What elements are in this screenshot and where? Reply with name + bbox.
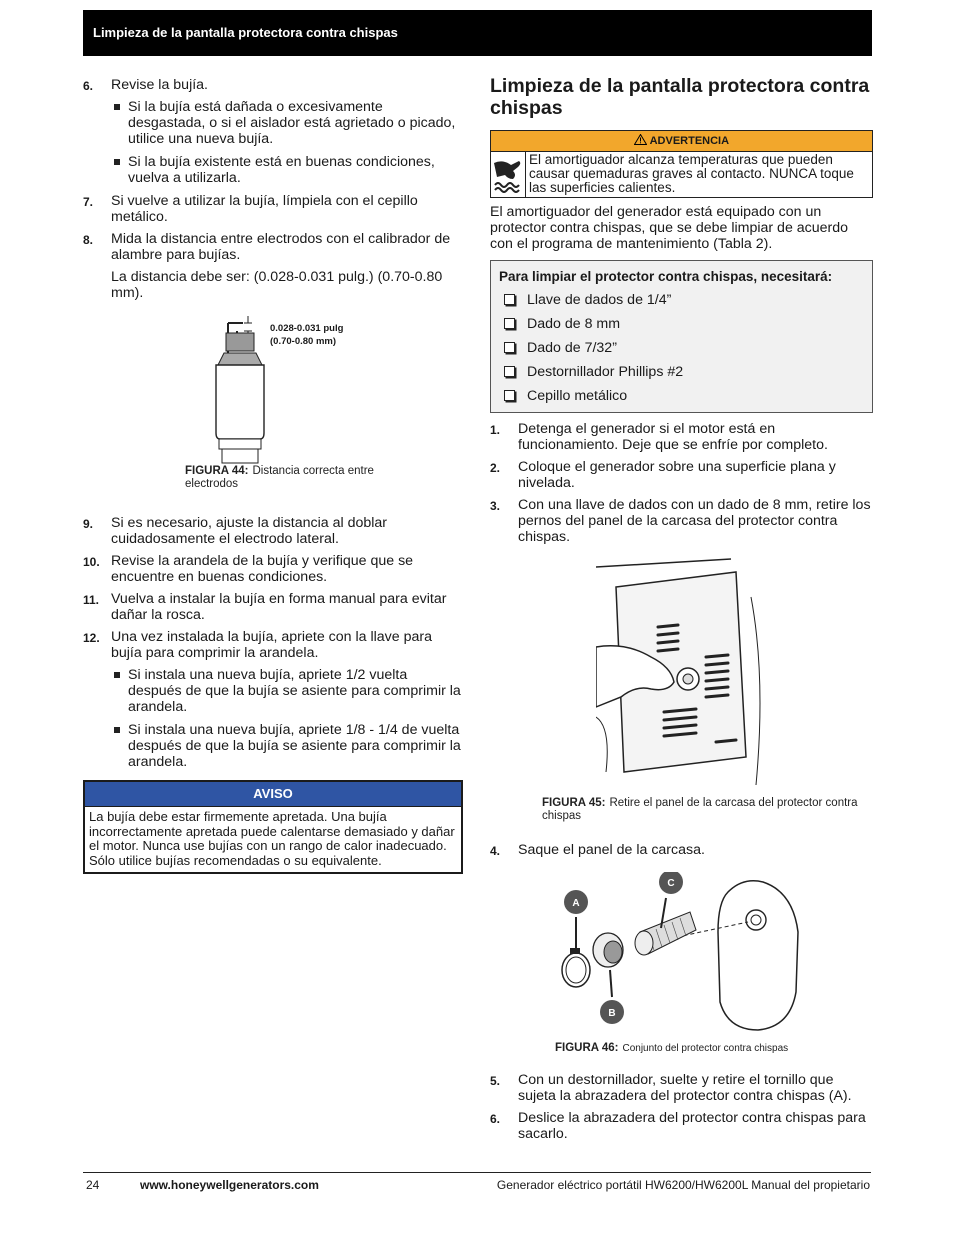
footer-divider [83,1172,871,1173]
checkbox-icon [504,318,515,329]
checkbox-icon [504,390,515,401]
step-text: Una vez instalada la bujía, apriete con la llave para bujía para comprimir la arandela. [111,629,432,661]
figure-45-caption [542,797,872,823]
bullet-item: Si instala una nueva bujía, apriete 1/8 - 1/4 de vuelta después de que la bujía se asiente para comprimir la arandela. [83,722,463,770]
step-text: Mida la distancia entre electrodos con el calibrador de alambre para bujías. [111,231,451,263]
caption-number: FIGURA 44: [185,465,249,477]
gap-label [270,322,343,348]
tool-item [499,316,864,340]
step-text: Revise la bujía. [111,77,208,93]
step-9 [83,515,463,547]
step-number: 12. [83,631,100,645]
step-number: 6. [490,1112,501,1126]
step-number: 2. [490,461,501,475]
caption-text: Conjunto del protector contra chispas [622,1043,789,1054]
step-text: Si es necesario, ajuste la distancia al doblar cuidadosamente el electrodo lateral. [111,515,388,547]
gap-note: La distancia debe ser: (0.028-0.031 pulg.) (0.70-0.80 mm). [111,269,443,301]
figure-44 [83,307,463,497]
step-6-right [490,1110,873,1142]
spark-arrestor-assembly-diagram [558,872,808,1037]
step-8 [83,231,463,263]
spark-arrestor-housing-photo [596,557,772,785]
tools-title: Para limpiar el protector contra chispas, necesitará: [499,269,833,284]
gap-label-line2: (0.70-0.80 mm) [270,336,337,347]
step-12 [83,629,463,661]
section-title: Limpieza de la pantalla protectora contra chispas [490,75,870,119]
page-number: 24 [86,1178,100,1192]
step-number: 11. [83,593,100,607]
bullet-item: Si la bujía está dañada o excesivamente desgastada, o si el aislador está agrietado o picado, utilice una nueva bujía. [83,99,463,147]
header-title: Limpieza de la pantalla protectora contra chispas [93,25,398,40]
checkbox-icon [504,366,515,377]
warning-body: El amortiguador alcanza temperaturas que pueden causar quemaduras graves al contacto. NUNCA toque las superficies calientes. [529,152,854,195]
step-4 [490,842,873,858]
checkbox-icon [504,342,515,353]
gap-label-line1: 0.028-0.031 pulg [270,323,344,334]
tool-item [499,340,864,364]
step-7 [83,193,463,225]
figure-46 [490,872,873,1072]
footer-manual-title: Generador eléctrico portátil HW6200/HW6200L Manual del propietario [496,1178,870,1192]
caption-number: FIGURA 46: [555,1042,619,1054]
step-3 [490,497,873,545]
tool-item [499,388,864,406]
step-2 [490,459,873,491]
bullet-item: Si la bujía existente está en buenas condiciones, vuelva a utilizarla. [83,154,463,186]
tool-label: Cepillo metálico [527,388,628,404]
tool-label: Dado de 8 mm [527,316,621,332]
step-6 [83,77,463,93]
intro-paragraph: El amortiguador del generador está equipado con un protector contra chispas, que se debe limpiar de acuerdo con el programa de mantenimiento (Tabla 2). [490,204,849,252]
step-text: Deslice la abrazadera del protector contra chispas para sacarlo. [518,1110,866,1142]
caption-text: Retire el panel de la carcasa del protector contra chispas [542,797,858,822]
step-text: Con un destornillador, suelte y retire el tornillo que sujeta la abrazadera del protector contra chispas (A). [518,1072,852,1104]
tool-item [499,292,864,316]
notice-box [83,780,463,874]
step-number: 9. [83,517,94,531]
warning-title-text: ADVERTENCIA [649,135,730,147]
step-number: 10. [83,555,100,569]
tool-item [499,364,864,388]
callout-a: A [572,898,580,909]
step-1 [490,421,873,453]
step-text: Detenga el generador si el motor está en funcionamiento. Deje que se enfríe por completo. [518,421,828,453]
step-10 [83,553,463,585]
tool-label: Destornillador Phillips #2 [527,364,684,380]
caption-number: FIGURA 45: [542,797,606,809]
step-11 [83,591,463,623]
step-text: Revise la arandela de la bujía y verifique que se encuentre en buenas condiciones. [111,553,414,585]
tools-box [490,260,873,413]
callout-b: B [608,1008,616,1019]
step-text: Coloque el generador sobre una superficie plana y nivelada. [518,459,836,491]
left-column [83,77,463,874]
hot-surface-icon [491,152,526,197]
step-number: 4. [490,844,501,858]
notice-title: AVISO [85,782,461,807]
callout-c: C [667,878,675,889]
step-text: Saque el panel de la carcasa. [518,842,705,858]
step-text: Vuelva a instalar la bujía en forma manual para evitar dañar la rosca. [111,591,447,623]
bullet-item: Si instala una nueva bujía, apriete 1/2 vuelta después de que la bujía se asiente para comprimir la arandela. [83,667,463,715]
step-number: 8. [83,233,94,247]
warning-title [491,131,872,152]
warning-triangle-icon [634,134,647,145]
step-number: 6. [83,79,94,93]
step-text: Si vuelve a utilizar la bujía, límpiela con el cepillo metálico. [111,193,418,225]
step-number: 3. [490,499,501,513]
warning-row [491,152,872,197]
step-group [83,515,463,770]
step-number: 1. [490,423,501,437]
step-5 [490,1072,873,1104]
step-number: 7. [83,195,94,209]
warning-box [490,130,873,198]
right-column [490,75,873,1148]
tool-label: Dado de 7/32” [527,340,617,356]
caption-text: Distancia correcta entre electrodos [185,465,374,490]
page-header [83,10,872,56]
footer-url: www.honeywellgenerators.com [140,1178,319,1192]
step-text: Con una llave de dados con un dado de 8 mm, retire los pernos del panel de la carcasa del protector contra chispas. [518,497,871,545]
figure-44-caption [185,465,425,491]
notice-body: La bujía debe estar firmemente apretada. Una bujía incorrectamente apretada puede calentarse demasiado y dañar el motor. Nunca use bujías con un rango de calor inadecuado. Sólo utilice bujías recomendadas o su equivalente. [89,809,455,868]
figure-45 [490,557,873,842]
tool-label: Llave de dados de 1/4” [527,292,672,308]
figure-46-caption [555,1042,875,1055]
step-number: 5. [490,1074,501,1088]
checkbox-icon [504,294,515,305]
